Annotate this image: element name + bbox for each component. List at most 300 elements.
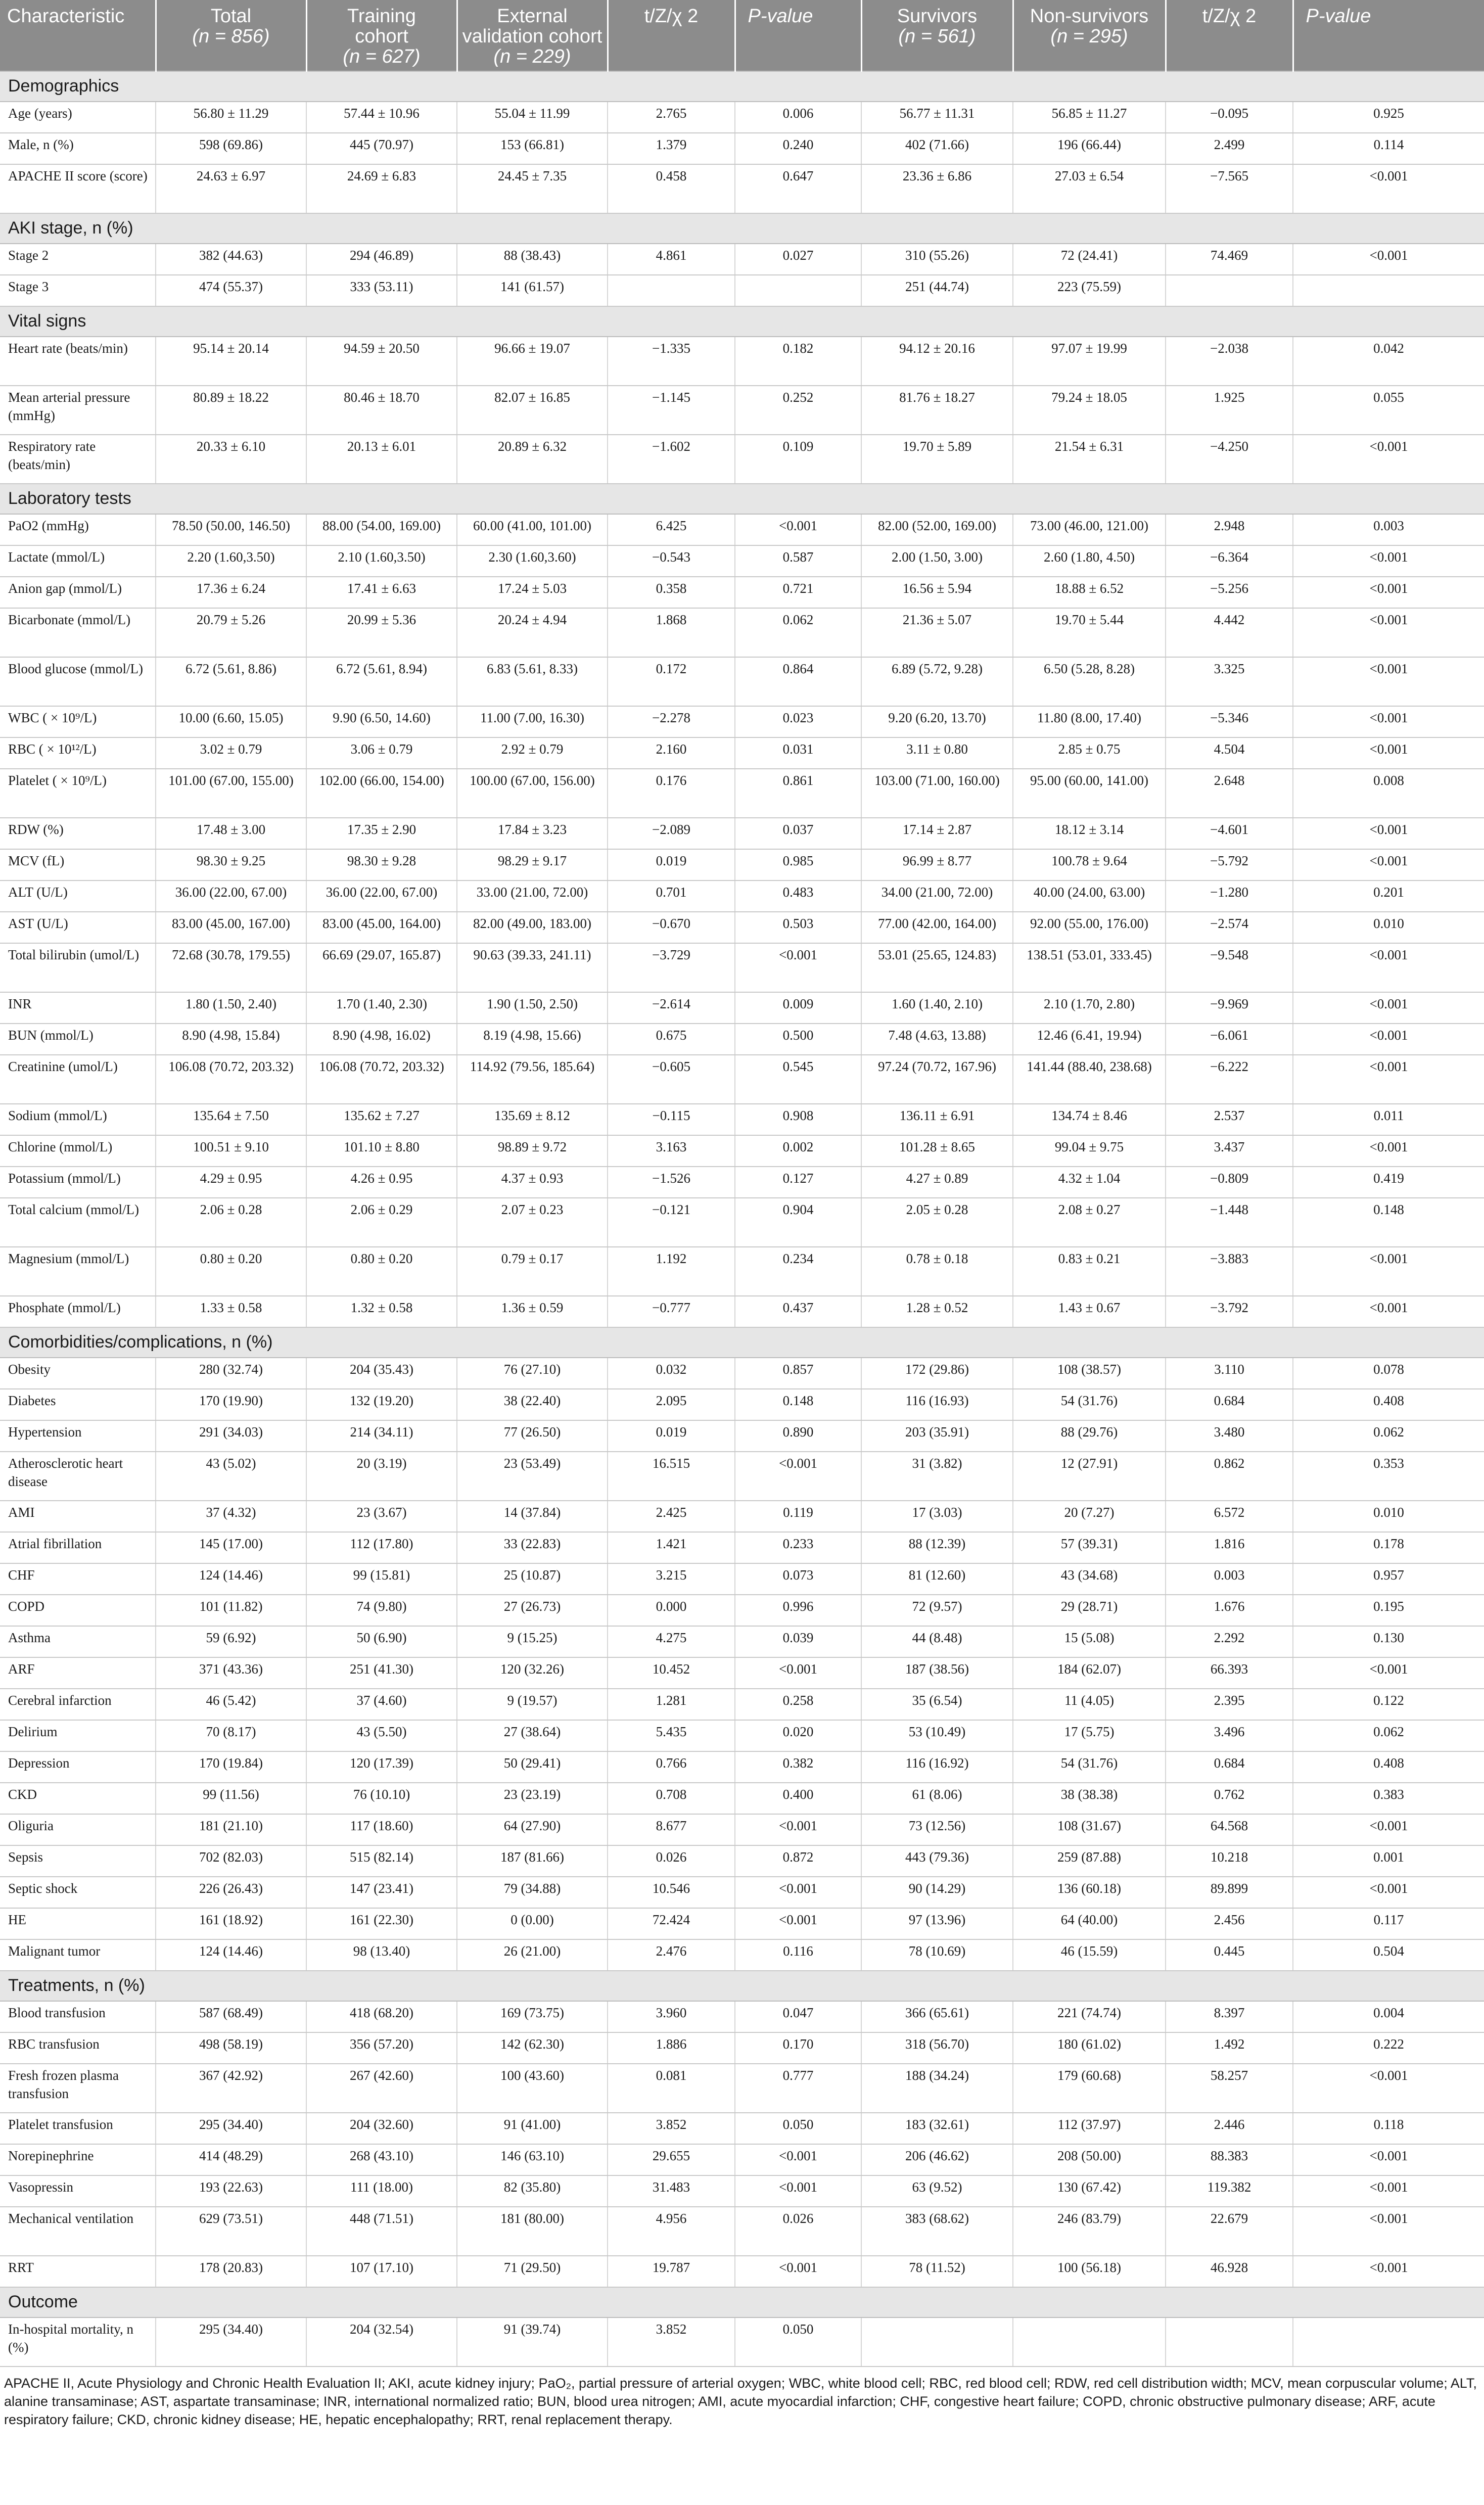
table-cell: −1.602 (608, 435, 735, 484)
table-cell: 2.20 (1.60,3.50) (156, 545, 306, 577)
table-cell: 146 (63.10) (457, 2144, 608, 2175)
table-cell: 18.88 ± 6.52 (1013, 577, 1166, 608)
table-cell: 66.393 (1166, 1657, 1293, 1689)
table-cell: 53.01 (25.65, 124.83) (861, 943, 1013, 992)
table-cell: 141 (61.57) (457, 275, 608, 306)
table-cell: 19.70 ± 5.89 (861, 435, 1013, 484)
table-cell: 98.30 ± 9.25 (156, 849, 306, 880)
row-label: Magnesium (mmol/L) (0, 1247, 156, 1296)
row-label: COPD (0, 1595, 156, 1626)
table-cell: 0.408 (1293, 1751, 1484, 1783)
table-cell: 204 (32.60) (306, 2113, 457, 2144)
col-header-line: (n = 627) (343, 46, 421, 67)
table-row (0, 1104, 1484, 1135)
table-cell: 0.201 (1293, 880, 1484, 912)
table-cell: 100.78 ± 9.64 (1013, 849, 1166, 880)
table-cell: 382 (44.63) (156, 244, 306, 275)
col-header-line: cohort (355, 26, 408, 47)
table-cell: 0.062 (1293, 1420, 1484, 1452)
table-cell: 142 (62.30) (457, 2032, 608, 2064)
table-cell: 2.395 (1166, 1689, 1293, 1720)
row-label: Fresh frozen plasma transfusion (0, 2064, 156, 2113)
table-cell: 117 (18.60) (306, 1814, 457, 1845)
table-row (0, 164, 1484, 213)
table-cell: 161 (22.30) (306, 1908, 457, 1939)
table-cell: 61 (8.06) (861, 1783, 1013, 1814)
table-cell: 153 (66.81) (457, 133, 608, 164)
table-cell: 17.35 ± 2.90 (306, 818, 457, 849)
table-cell: 1.43 ± 0.67 (1013, 1296, 1166, 1327)
table-cell: 0.023 (735, 706, 861, 737)
table-cell: 183 (32.61) (861, 2113, 1013, 2144)
table-cell: −0.605 (608, 1055, 735, 1104)
table-cell: 27 (26.73) (457, 1595, 608, 1626)
row-label: Norepinephrine (0, 2144, 156, 2175)
table-cell: 8.90 (4.98, 16.02) (306, 1024, 457, 1055)
table-cell: 4.29 ± 0.95 (156, 1167, 306, 1198)
row-label: Blood glucose (mmol/L) (0, 657, 156, 706)
table-row (0, 386, 1484, 435)
table-row (0, 1908, 1484, 1939)
table-cell: 180 (61.02) (1013, 2032, 1166, 2064)
table-cell (735, 275, 861, 306)
table-row (0, 2032, 1484, 2064)
table-cell: 587 (68.49) (156, 2001, 306, 2032)
table-row (0, 880, 1484, 912)
table-cell: 136 (60.18) (1013, 1877, 1166, 1908)
table-cell: 15 (5.08) (1013, 1626, 1166, 1657)
table-cell: 120 (17.39) (306, 1751, 457, 1783)
table-cell: 0.026 (735, 2207, 861, 2256)
table-row (0, 1814, 1484, 1845)
table-cell: 0.234 (735, 1247, 861, 1296)
table-cell: 57 (39.31) (1013, 1532, 1166, 1563)
table-cell: 72.68 (30.78, 179.55) (156, 943, 306, 992)
table-cell: 82.00 (52.00, 169.00) (861, 514, 1013, 545)
table-cell: 0.010 (1293, 1501, 1484, 1532)
table-cell: 0.073 (735, 1563, 861, 1595)
table-row (0, 337, 1484, 386)
table-cell: 99 (11.56) (156, 1783, 306, 1814)
table-cell: 4.504 (1166, 737, 1293, 769)
table-cell: 8.677 (608, 1814, 735, 1845)
table-row (0, 849, 1484, 880)
table-row (0, 992, 1484, 1024)
table-cell (1293, 2317, 1484, 2367)
table-cell: −2.614 (608, 992, 735, 1024)
table-cell: 0.483 (735, 880, 861, 912)
table-cell: 0.008 (1293, 769, 1484, 818)
table-cell: 267 (42.60) (306, 2064, 457, 2113)
table-cell: 3.960 (608, 2001, 735, 2032)
table-cell: 208 (50.00) (1013, 2144, 1166, 2175)
table-cell: 0.240 (735, 133, 861, 164)
table-cell: <0.001 (1293, 2064, 1484, 2113)
table-cell: 0.172 (608, 657, 735, 706)
table-cell: 124 (14.46) (156, 1939, 306, 1971)
table-cell: 99 (15.81) (306, 1563, 457, 1595)
row-label: Blood transfusion (0, 2001, 156, 2032)
table-cell: 0.114 (1293, 133, 1484, 164)
table-cell: 29 (28.71) (1013, 1595, 1166, 1626)
col-header-test-stat (608, 0, 735, 71)
table-cell: 82.07 ± 16.85 (457, 386, 608, 435)
table-cell: 78 (11.52) (861, 2256, 1013, 2287)
table-cell: 0.130 (1293, 1626, 1484, 1657)
table-cell: 55.04 ± 11.99 (457, 102, 608, 133)
table-row (0, 1198, 1484, 1247)
table-cell: 147 (23.41) (306, 1877, 457, 1908)
table-cell: 20.89 ± 6.32 (457, 435, 608, 484)
table-cell: 17.84 ± 3.23 (457, 818, 608, 849)
table-cell: 448 (71.51) (306, 2207, 457, 2256)
row-label: Total bilirubin (umol/L) (0, 943, 156, 992)
table-cell: 12 (27.91) (1013, 1452, 1166, 1501)
table-cell: <0.001 (1293, 849, 1484, 880)
table-cell: 3.215 (608, 1563, 735, 1595)
section-header-row (0, 213, 1484, 244)
section-header-row (0, 2287, 1484, 2317)
table-cell: 498 (58.19) (156, 2032, 306, 2064)
table-cell: 291 (34.03) (156, 1420, 306, 1452)
row-label: Lactate (mmol/L) (0, 545, 156, 577)
table-cell: 130 (67.42) (1013, 2175, 1166, 2207)
table-cell: 108 (31.67) (1013, 1814, 1166, 1845)
table-cell: 95.14 ± 20.14 (156, 337, 306, 386)
table-cell: 1.925 (1166, 386, 1293, 435)
col-header-line: t/Z/χ 2 (644, 6, 699, 27)
table-cell: 193 (22.63) (156, 2175, 306, 2207)
table-cell: <0.001 (1293, 2256, 1484, 2287)
section-header-row (0, 1327, 1484, 1358)
table-cell: 10.00 (6.60, 15.05) (156, 706, 306, 737)
table-cell (1293, 275, 1484, 306)
row-label: RBC ( × 10¹²/L) (0, 737, 156, 769)
table-cell: 0.178 (1293, 1532, 1484, 1563)
table-cell: <0.001 (1293, 943, 1484, 992)
table-cell: 135.62 ± 7.27 (306, 1104, 457, 1135)
table-cell: <0.001 (1293, 2207, 1484, 2256)
table-cell: 2.06 ± 0.29 (306, 1198, 457, 1247)
table-cell: 0.904 (735, 1198, 861, 1247)
table-cell: −0.670 (608, 912, 735, 943)
table-cell: 2.08 ± 0.27 (1013, 1198, 1166, 1247)
table-cell: 4.861 (608, 244, 735, 275)
table-cell: <0.001 (735, 1657, 861, 1689)
col-header-line: P-value (748, 6, 813, 27)
table-cell: 178 (20.83) (156, 2256, 306, 2287)
table-cell: 0.684 (1166, 1751, 1293, 1783)
table-cell: 371 (43.36) (156, 1657, 306, 1689)
table-cell: 0.050 (735, 2317, 861, 2367)
table-cell: <0.001 (735, 1452, 861, 1501)
col-header-line: Training (347, 6, 416, 27)
table-cell: 188 (34.24) (861, 2064, 1013, 2113)
table-row (0, 737, 1484, 769)
table-cell: 89.899 (1166, 1877, 1293, 1908)
table-cell: 101.10 ± 8.80 (306, 1135, 457, 1167)
table-cell: −0.095 (1166, 102, 1293, 133)
table-cell: 414 (48.29) (156, 2144, 306, 2175)
table-cell: −1.280 (1166, 880, 1293, 912)
col-header-line: (n = 295) (1050, 26, 1128, 47)
table-cell: 2.095 (608, 1389, 735, 1420)
table-cell: 1.36 ± 0.59 (457, 1296, 608, 1327)
table-cell: 0.408 (1293, 1389, 1484, 1420)
table-cell: 3.325 (1166, 657, 1293, 706)
table-cell: 0.020 (735, 1720, 861, 1751)
table-cell: 98.30 ± 9.28 (306, 849, 457, 880)
table-cell: 206 (46.62) (861, 2144, 1013, 2175)
table-cell: −1.526 (608, 1167, 735, 1198)
col-header-line: t/Z/χ 2 (1202, 6, 1257, 27)
table-cell: 99.04 ± 9.75 (1013, 1135, 1166, 1167)
table-cell: −9.548 (1166, 943, 1293, 992)
table-cell: 702 (82.03) (156, 1845, 306, 1877)
table-cell: 88.383 (1166, 2144, 1293, 2175)
table-cell: 6.89 (5.72, 9.28) (861, 657, 1013, 706)
table-cell: 101.00 (67.00, 155.00) (156, 769, 306, 818)
table-cell: 6.72 (5.61, 8.86) (156, 657, 306, 706)
table-row (0, 2064, 1484, 2113)
table-cell: 78.50 (50.00, 146.50) (156, 514, 306, 545)
row-label: Heart rate (beats/min) (0, 337, 156, 386)
table-row (0, 577, 1484, 608)
table-row (0, 1939, 1484, 1971)
table-cell: 0.233 (735, 1532, 861, 1563)
table-cell: 3.02 ± 0.79 (156, 737, 306, 769)
table-cell: 251 (44.74) (861, 275, 1013, 306)
row-label: In-hospital mortality, n (%) (0, 2317, 156, 2367)
table-cell: 0.400 (735, 1783, 861, 1814)
table-cell: 1.886 (608, 2032, 735, 2064)
table-cell: 0.864 (735, 657, 861, 706)
table-cell: 20 (3.19) (306, 1452, 457, 1501)
table-cell: 214 (34.11) (306, 1420, 457, 1452)
table-cell: 63 (9.52) (861, 2175, 1013, 2207)
section-header-row (0, 71, 1484, 102)
table-row (0, 912, 1484, 943)
table-cell: 170 (19.84) (156, 1751, 306, 1783)
table-cell: 43 (5.50) (306, 1720, 457, 1751)
table-cell: 18.12 ± 3.14 (1013, 818, 1166, 849)
section-title: Laboratory tests (0, 484, 1484, 514)
table-cell: 0.116 (735, 1939, 861, 1971)
table-cell: −2.089 (608, 818, 735, 849)
table-cell: 78 (10.69) (861, 1939, 1013, 1971)
table-cell: 60.00 (41.00, 101.00) (457, 514, 608, 545)
table-cell: 1.816 (1166, 1532, 1293, 1563)
table-cell: 17.14 ± 2.87 (861, 818, 1013, 849)
table-row (0, 608, 1484, 657)
table-cell: 443 (79.36) (861, 1845, 1013, 1877)
table-cell: 36.00 (22.00, 67.00) (156, 880, 306, 912)
table-cell: <0.001 (1293, 244, 1484, 275)
table-cell: <0.001 (735, 2175, 861, 2207)
table-row (0, 2001, 1484, 2032)
table-cell: 11.80 (8.00, 17.40) (1013, 706, 1166, 737)
table-cell: 1.33 ± 0.58 (156, 1296, 306, 1327)
table-cell: 294 (46.89) (306, 244, 457, 275)
table-cell: <0.001 (1293, 1247, 1484, 1296)
row-label: BUN (mmol/L) (0, 1024, 156, 1055)
table-cell: <0.001 (1293, 2144, 1484, 2175)
table-cell: 26 (21.00) (457, 1939, 608, 1971)
table-cell: 0.857 (735, 1358, 861, 1389)
table-cell: 24.63 ± 6.97 (156, 164, 306, 213)
table-cell: 366 (65.61) (861, 2001, 1013, 2032)
table-cell: 3.437 (1166, 1135, 1293, 1167)
col-header-training-cohort (306, 0, 457, 71)
table-cell: <0.001 (735, 1814, 861, 1845)
table-cell: 10.218 (1166, 1845, 1293, 1877)
table-cell: <0.001 (1293, 657, 1484, 706)
col-header-line: (n = 229) (493, 46, 571, 67)
table-cell: −6.061 (1166, 1024, 1293, 1055)
table-cell: 223 (75.59) (1013, 275, 1166, 306)
table-cell: 2.948 (1166, 514, 1293, 545)
col-header-survivors (861, 0, 1013, 71)
table-cell: 56.85 ± 11.27 (1013, 102, 1166, 133)
table-footnote: APACHE II, Acute Physiology and Chronic Health Evaluation II; AKI, acute kidney injury; PaO₂, partial pressure of arterial oxygen; WBC, white blood cell; RBC, red blood cell; RDW, red cell distribution width; MCV, mean corpuscular volume; ALT, alanine transaminase; AST, aspartate transaminase; INR, international normalized ratio; BUN, blood urea nitrogen; AMI, acute myocardial infarction; CHF, congestive heart failure; COPD, chronic obstructive pulmonary disease; ARF, acute respiratory failure; CKD, chronic kidney disease; HE, hepatic encephalopathy; RRT, renal replacement therapy. (4, 2376, 1477, 2427)
row-label: Phosphate (mmol/L) (0, 1296, 156, 1327)
table-cell: 33 (22.83) (457, 1532, 608, 1563)
table-body (0, 71, 1484, 2367)
table-cell: 98 (13.40) (306, 1939, 457, 1971)
table-row (0, 1296, 1484, 1327)
table-cell: 82.00 (49.00, 183.00) (457, 912, 608, 943)
table-cell: 37 (4.32) (156, 1501, 306, 1532)
row-label: Sodium (mmol/L) (0, 1104, 156, 1135)
table-header (0, 0, 1484, 71)
table-cell: 44 (8.48) (861, 1626, 1013, 1657)
table-cell: 23 (3.67) (306, 1501, 457, 1532)
table-row (0, 1657, 1484, 1689)
table-cell: 71 (29.50) (457, 2256, 608, 2287)
table-cell: 0.001 (1293, 1845, 1484, 1877)
table-cell: 0.996 (735, 1595, 861, 1626)
table-cell: −3.792 (1166, 1296, 1293, 1327)
table-cell: 402 (71.66) (861, 133, 1013, 164)
row-label: INR (0, 992, 156, 1024)
table-cell: 2.476 (608, 1939, 735, 1971)
table-cell: 135.64 ± 7.50 (156, 1104, 306, 1135)
table-cell: 54 (31.76) (1013, 1751, 1166, 1783)
row-label: Depression (0, 1751, 156, 1783)
table-cell: 181 (80.00) (457, 2207, 608, 2256)
table-cell: 0.985 (735, 849, 861, 880)
table-cell: 91 (41.00) (457, 2113, 608, 2144)
table-cell (1013, 2317, 1166, 2367)
table-cell: 40.00 (24.00, 63.00) (1013, 880, 1166, 912)
table-cell: 0.148 (735, 1389, 861, 1420)
table-cell: −3.729 (608, 943, 735, 992)
row-label: ARF (0, 1657, 156, 1689)
table-cell: 53 (10.49) (861, 1720, 1013, 1751)
col-header-line: External (497, 6, 568, 27)
table-cell: 221 (74.74) (1013, 2001, 1166, 2032)
table-cell: 8.19 (4.98, 15.66) (457, 1024, 608, 1055)
table-cell: 88 (38.43) (457, 244, 608, 275)
table-cell: 1.192 (608, 1247, 735, 1296)
table-cell: 4.27 ± 0.89 (861, 1167, 1013, 1198)
row-label: RDW (%) (0, 818, 156, 849)
table-cell: 0.383 (1293, 1783, 1484, 1814)
table-cell: −4.601 (1166, 818, 1293, 849)
row-label: CKD (0, 1783, 156, 1814)
table-cell: 2.10 (1.60,3.50) (306, 545, 457, 577)
table-row (0, 1595, 1484, 1626)
col-header-total (156, 0, 306, 71)
table-cell: −2.278 (608, 706, 735, 737)
table-cell (1166, 275, 1293, 306)
table-cell: −0.809 (1166, 1167, 1293, 1198)
table-cell: 184 (62.07) (1013, 1657, 1166, 1689)
table-cell: 34.00 (21.00, 72.00) (861, 880, 1013, 912)
table-cell: 246 (83.79) (1013, 2207, 1166, 2256)
table-cell: 4.956 (608, 2207, 735, 2256)
table-cell: 24.69 ± 6.83 (306, 164, 457, 213)
row-label: CHF (0, 1563, 156, 1595)
table-cell: 0.419 (1293, 1167, 1484, 1198)
table-cell: 0.019 (608, 1420, 735, 1452)
table-cell: 8.397 (1166, 2001, 1293, 2032)
table-cell: 21.36 ± 5.07 (861, 608, 1013, 657)
table-cell: 1.80 (1.50, 2.40) (156, 992, 306, 1024)
table-row (0, 102, 1484, 133)
table-cell: 0.195 (1293, 1595, 1484, 1626)
table-cell: 0.032 (608, 1358, 735, 1389)
table-row (0, 275, 1484, 306)
table-cell: 0.000 (608, 1595, 735, 1626)
table-cell: 0.701 (608, 880, 735, 912)
table-cell: 20.13 ± 6.01 (306, 435, 457, 484)
table-cell: 169 (73.75) (457, 2001, 608, 2032)
table-cell: 4.32 ± 1.04 (1013, 1167, 1166, 1198)
table-cell: <0.001 (735, 2144, 861, 2175)
table-cell: 92.00 (55.00, 176.00) (1013, 912, 1166, 943)
table-cell: 1.676 (1166, 1595, 1293, 1626)
table-cell: 112 (37.97) (1013, 2113, 1166, 2144)
table-cell: 9 (19.57) (457, 1689, 608, 1720)
table-cell: 57.44 ± 10.96 (306, 102, 457, 133)
table-cell (861, 2317, 1013, 2367)
table-cell: 64 (40.00) (1013, 1908, 1166, 1939)
table-cell: 100.00 (67.00, 156.00) (457, 769, 608, 818)
table-cell: 0.721 (735, 577, 861, 608)
table-cell: 9 (15.25) (457, 1626, 608, 1657)
table-cell: 0.109 (735, 435, 861, 484)
table-cell: 1.70 (1.40, 2.30) (306, 992, 457, 1024)
table-cell: 112 (17.80) (306, 1532, 457, 1563)
table-cell: 0.445 (1166, 1939, 1293, 1971)
table-row (0, 818, 1484, 849)
table-cell: 170 (19.90) (156, 1389, 306, 1420)
table-cell: 59 (6.92) (156, 1626, 306, 1657)
table-cell: 629 (73.51) (156, 2207, 306, 2256)
table-cell: −0.121 (608, 1198, 735, 1247)
table-cell: 145 (17.00) (156, 1532, 306, 1563)
table-row (0, 1626, 1484, 1657)
table-cell: 72 (24.41) (1013, 244, 1166, 275)
table-cell: 0.353 (1293, 1452, 1484, 1501)
table-cell: 445 (70.97) (306, 133, 457, 164)
table-cell: 20.79 ± 5.26 (156, 608, 306, 657)
table-row (0, 769, 1484, 818)
table-cell: 94.59 ± 20.50 (306, 337, 457, 386)
table-cell: <0.001 (1293, 1657, 1484, 1689)
table-cell: 2.499 (1166, 133, 1293, 164)
